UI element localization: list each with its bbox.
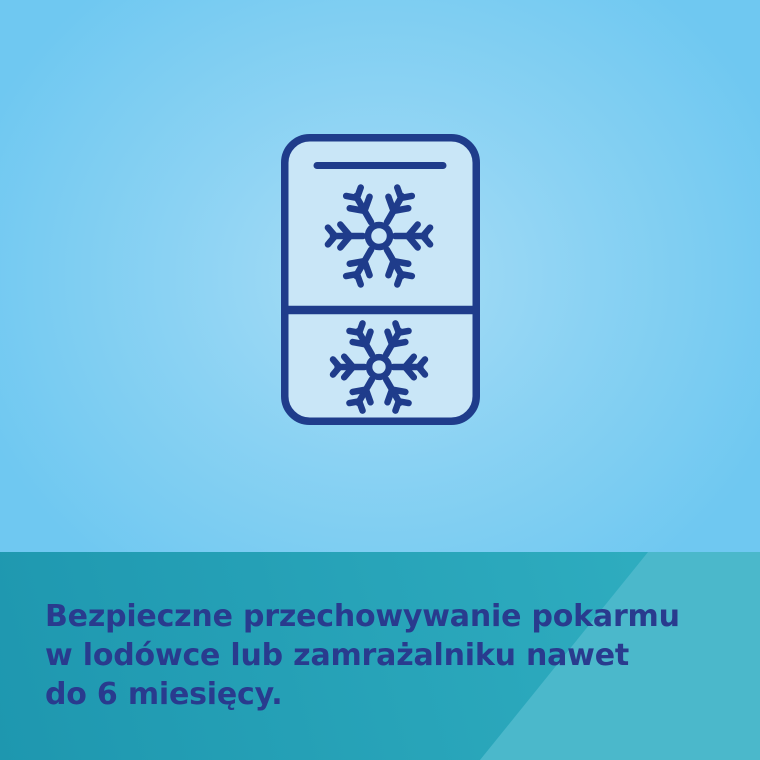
caption-line: do 6 miesięcy. (45, 677, 283, 712)
caption-line: w lodówce lub zamrażalniku nawet (45, 638, 629, 673)
fridge-freezer-icon (281, 134, 480, 425)
caption-line: Bezpieczne przechowywanie pokarmu (45, 599, 680, 634)
caption-text (45, 597, 680, 714)
caption-band (0, 552, 760, 760)
